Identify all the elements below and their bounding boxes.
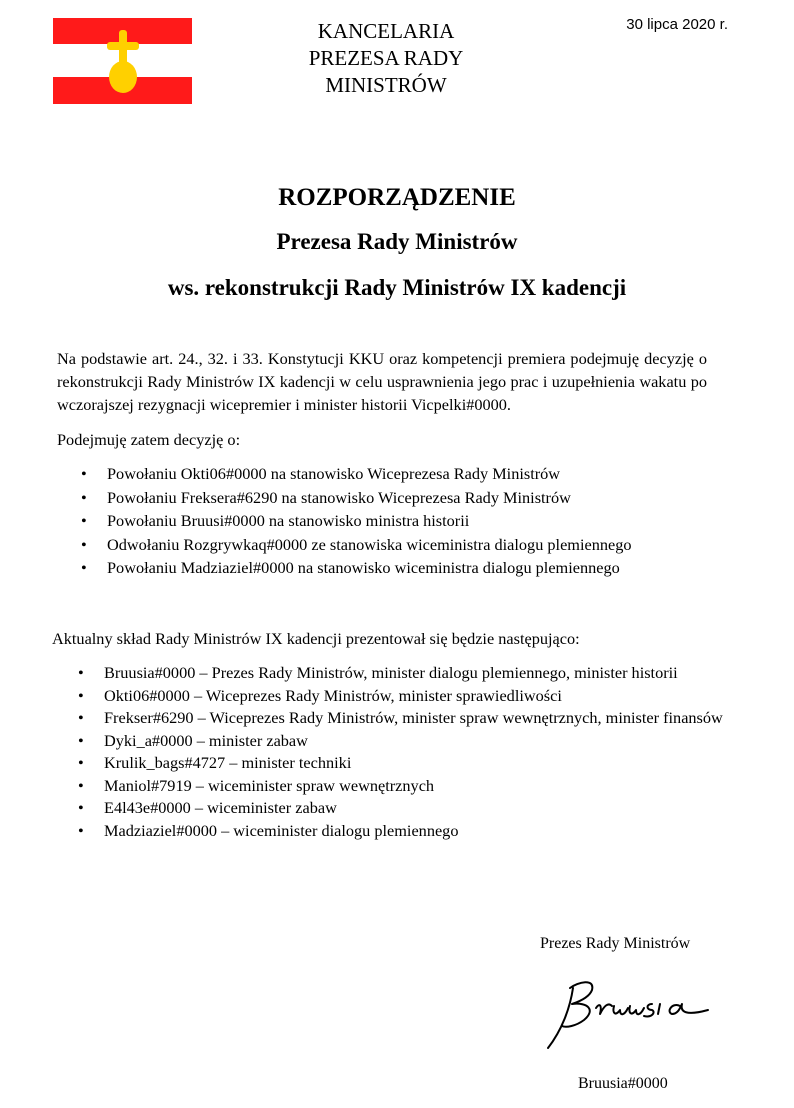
list-item-text: Powołaniu Bruusi#0000 na stanowisko ministra historii	[107, 511, 470, 530]
bullet-icon: •	[81, 558, 87, 577]
list-item-text: Powołaniu Freksera#6290 na stanowisko Wiceprezesa Rady Ministrów	[107, 487, 571, 507]
list-item	[78, 685, 724, 708]
intro-paragraph: Na podstawie art. 24., 32. i 33. Konstytucji KKU oraz kompetencji premiera podejmuję decyzję o rekonstrukcji Rady Ministrów IX kadencji w celu usprawnienia jego prac i uzupełnienia wakatu po wczorajszej rezygnacji wicepremier i minister historii Vicpelki#0000.	[57, 349, 707, 414]
list-item	[81, 556, 727, 580]
bullet-icon: •	[81, 487, 87, 507]
office-name	[276, 18, 496, 99]
list-item-text: Odwołaniu Rozgrywkaq#0000 ze stanowiska wiceministra dialogu plemiennego	[107, 534, 632, 554]
bullet-icon: •	[78, 775, 84, 795]
list-item	[78, 730, 724, 753]
bullet-icon: •	[78, 663, 84, 682]
office-line: KANCELARIA	[317, 19, 455, 43]
bullet-icon: •	[78, 730, 84, 750]
bullet-icon: •	[81, 511, 87, 530]
list-item	[78, 707, 724, 730]
document-subject: ws. rekonstrukcji Rady Ministrów IX kadencji	[167, 275, 627, 300]
bullet-icon: •	[78, 708, 84, 727]
bullet-icon: •	[78, 820, 84, 840]
signature-label: Prezes Rady Ministrów	[540, 935, 691, 952]
list-item-text: Bruusia#0000 – Prezes Rady Ministrów, minister dialogu plemiennego, minister historii	[104, 663, 678, 682]
handwritten-signature	[540, 968, 715, 1053]
flag-logo	[53, 18, 192, 104]
list-item	[78, 820, 724, 843]
list-item	[81, 486, 727, 510]
list-item-text: Frekser#6290 – Wiceprezes Rady Ministrów, minister spraw wewnętrznych, minister finansów	[104, 708, 723, 727]
list-item	[78, 752, 724, 775]
composition-list	[78, 662, 724, 842]
document-title: ROZPORZĄDZENIE	[278, 184, 516, 211]
bullet-icon: •	[81, 464, 87, 483]
bullet-icon: •	[81, 534, 87, 554]
decisions-intro: Podejmuję zatem decyzję o:	[57, 430, 241, 449]
list-item-text: Madziaziel#0000 – wiceminister dialogu plemiennego	[104, 820, 459, 840]
list-item	[81, 533, 727, 557]
list-item	[81, 509, 727, 533]
composition-intro: Aktualny skład Rady Ministrów IX kadencji prezentował się będzie następująco:	[52, 629, 580, 648]
bullet-icon: •	[78, 685, 84, 705]
list-item-text: Powołaniu Okti06#0000 na stanowisko Wiceprezesa Rady Ministrów	[107, 464, 561, 483]
office-line: MINISTRÓW	[325, 73, 447, 97]
list-item-text: Powołaniu Madziaziel#0000 na stanowisko wiceministra dialogu plemiennego	[107, 558, 620, 577]
list-item-text: Krulik_bags#4727 – minister techniki	[104, 753, 352, 772]
list-item-text: E4l43e#0000 – wiceminister zabaw	[104, 798, 337, 817]
signatory-name: Bruusia#0000	[578, 1075, 668, 1092]
document-date: 30 lipca 2020 r.	[626, 16, 728, 33]
list-item-text: Okti06#0000 – Wiceprezes Rady Ministrów, minister sprawiedliwości	[104, 685, 562, 705]
list-item-text: Maniol#7919 – wiceminister spraw wewnętrznych	[104, 775, 435, 795]
list-item-text: Dyki_a#0000 – minister zabaw	[104, 730, 308, 750]
bullet-icon: •	[78, 753, 84, 772]
decisions-list	[81, 462, 727, 580]
office-line: PREZESA RADY	[308, 46, 464, 70]
list-item	[81, 462, 727, 486]
document-subtitle: Prezesa Rady Ministrów	[276, 229, 518, 254]
list-item	[78, 775, 724, 798]
list-item	[78, 797, 724, 820]
bullet-icon: •	[78, 798, 84, 817]
list-item	[78, 662, 724, 685]
